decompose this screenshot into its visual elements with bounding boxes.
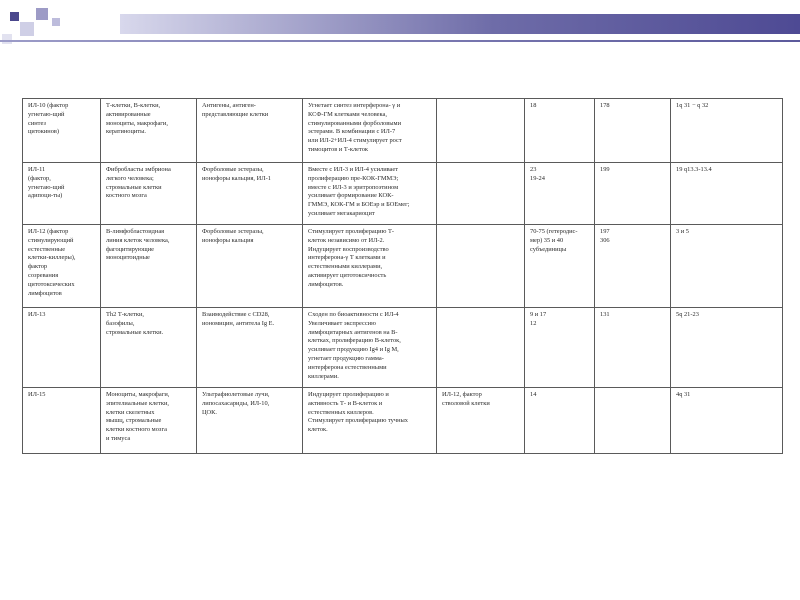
interleukin-table [22,98,783,454]
table-row [23,99,783,163]
cell-synergy [437,99,525,163]
decor-square [52,18,60,26]
cell-mass: 14 [525,388,595,454]
cell-mass: 18 [525,99,595,163]
cell-mechanism: Антигены, антиген- представляющие клетки [197,99,303,163]
cell-producers: Т-клетки, В-клетки, активированные моноциты, макрофаги, кератиноциты. [101,99,197,163]
header-gradient-bar [120,14,800,34]
cell-name: ИЛ-13 [23,308,101,388]
cell-chromosome: 1q 31 − q 32 [671,99,783,163]
cell-effects: Индуцирует пролиферацию и активность Т- и В-клеток и естественных киллеров. Стимулирует пролиферацию тучных клеток. [303,388,437,454]
cell-chromosome: 5q 21-23 [671,308,783,388]
cell-chromosome: 4q 31 [671,388,783,454]
cell-synergy [437,225,525,308]
cell-producers: Фибробласты эмбриона легкого человека; стромальные клетки костного мозга [101,163,197,225]
cell-mass: 70-75 (гетеродис- мер) 35 и 40 субъединицы [525,225,595,308]
cell-chromosome: 3 и 5 [671,225,783,308]
decor-square [20,22,34,36]
cell-synergy [437,163,525,225]
cell-producers: В-лимфобластоидная линия клеток человека, фагоцитирующие моноцитоидные [101,225,197,308]
cell-mass: 9 и 17 12 [525,308,595,388]
decor-square [36,8,48,20]
cell-effects: Стимулирует пролиферацию Т- клеток независимо от ИЛ-2. Индуцирует воспроизводство интерферона-γ Т клетками и естественными киллерами, активирует цитотоксичность лимфоцитов. [303,225,437,308]
cell-effects: Вместе с ИЛ-3 и ИЛ-4 усиливает пролиферацию пре-КОК-ГММЭ; вместе с ИЛ-3 и эритропоэтином усиливает формирование КОК- ГММЭ, КОК-ГМ и БОЕэр и БОЕмег; усиливает мегакариоцит [303,163,437,225]
cell-name: ИЛ-11 (фактор, угнетаю-щий адипоци-ты) [23,163,101,225]
decor-square [10,12,19,21]
table-row [23,308,783,388]
decor-square [2,34,12,44]
cell-mass: 23 19-24 [525,163,595,225]
cell-aa: 131 [595,308,671,388]
cell-producers: Th2 Т-клетки, базофилы, стромальные клетки. [101,308,197,388]
cell-producers: Моноциты, макрофаги, эпителиальные клетки, клетки скелетных мышц, стромальные клетки костного мозга и тимуса [101,388,197,454]
cell-aa: 197 306 [595,225,671,308]
table-row [23,163,783,225]
cell-name: ИЛ-15 [23,388,101,454]
cell-name: ИЛ-12 (фактор стимулирующий естественные клетки-киллеры), фактор созревания цитотоксических лимфоцитов [23,225,101,308]
cell-chromosome: 19 q13.3-13.4 [671,163,783,225]
cell-mechanism: Ультрафиолетовые лучи, липосахасариды, ИЛ-10, ЦОК. [197,388,303,454]
cell-aa: 178 [595,99,671,163]
cell-effects: Сходен по биоактивности с ИЛ-4 Увеличивает экспрессию лимфоцитарных антигенов на В- клетках, пролиферацию В-клеток, усиливает продукцию Ig4 и Ig M, угнетает продукцию гамма- интерферона естественными киллерами. [303,308,437,388]
cell-effects: Угнетает синтез интерферона- γ и КСФ-ГМ клетками человека, стимулированными форболовыми эстерами. В комбинации с ИЛ-7 или ИЛ-2+ИЛ-4 стимулирует рост тимоцитов и Т-клеток [303,99,437,163]
cell-aa: 199 [595,163,671,225]
title-decoration-band [0,0,800,62]
cell-mechanism: Форболовые эстеразы, ионофоры кальция, ИЛ-1 [197,163,303,225]
table-row [23,388,783,454]
header-rule [0,40,800,42]
cell-synergy [437,308,525,388]
cell-aa [595,388,671,454]
cell-mechanism: Взаимодействие с CD28, иономицин, антитела Ig E. [197,308,303,388]
table-row [23,225,783,308]
cell-mechanism: Форболовые эстеразы, ионофоры кальция [197,225,303,308]
cell-synergy: ИЛ-12, фактор стволовой клетки [437,388,525,454]
cell-name: ИЛ-10 (фактор угнетаю-щий синтез цитокинов) [23,99,101,163]
